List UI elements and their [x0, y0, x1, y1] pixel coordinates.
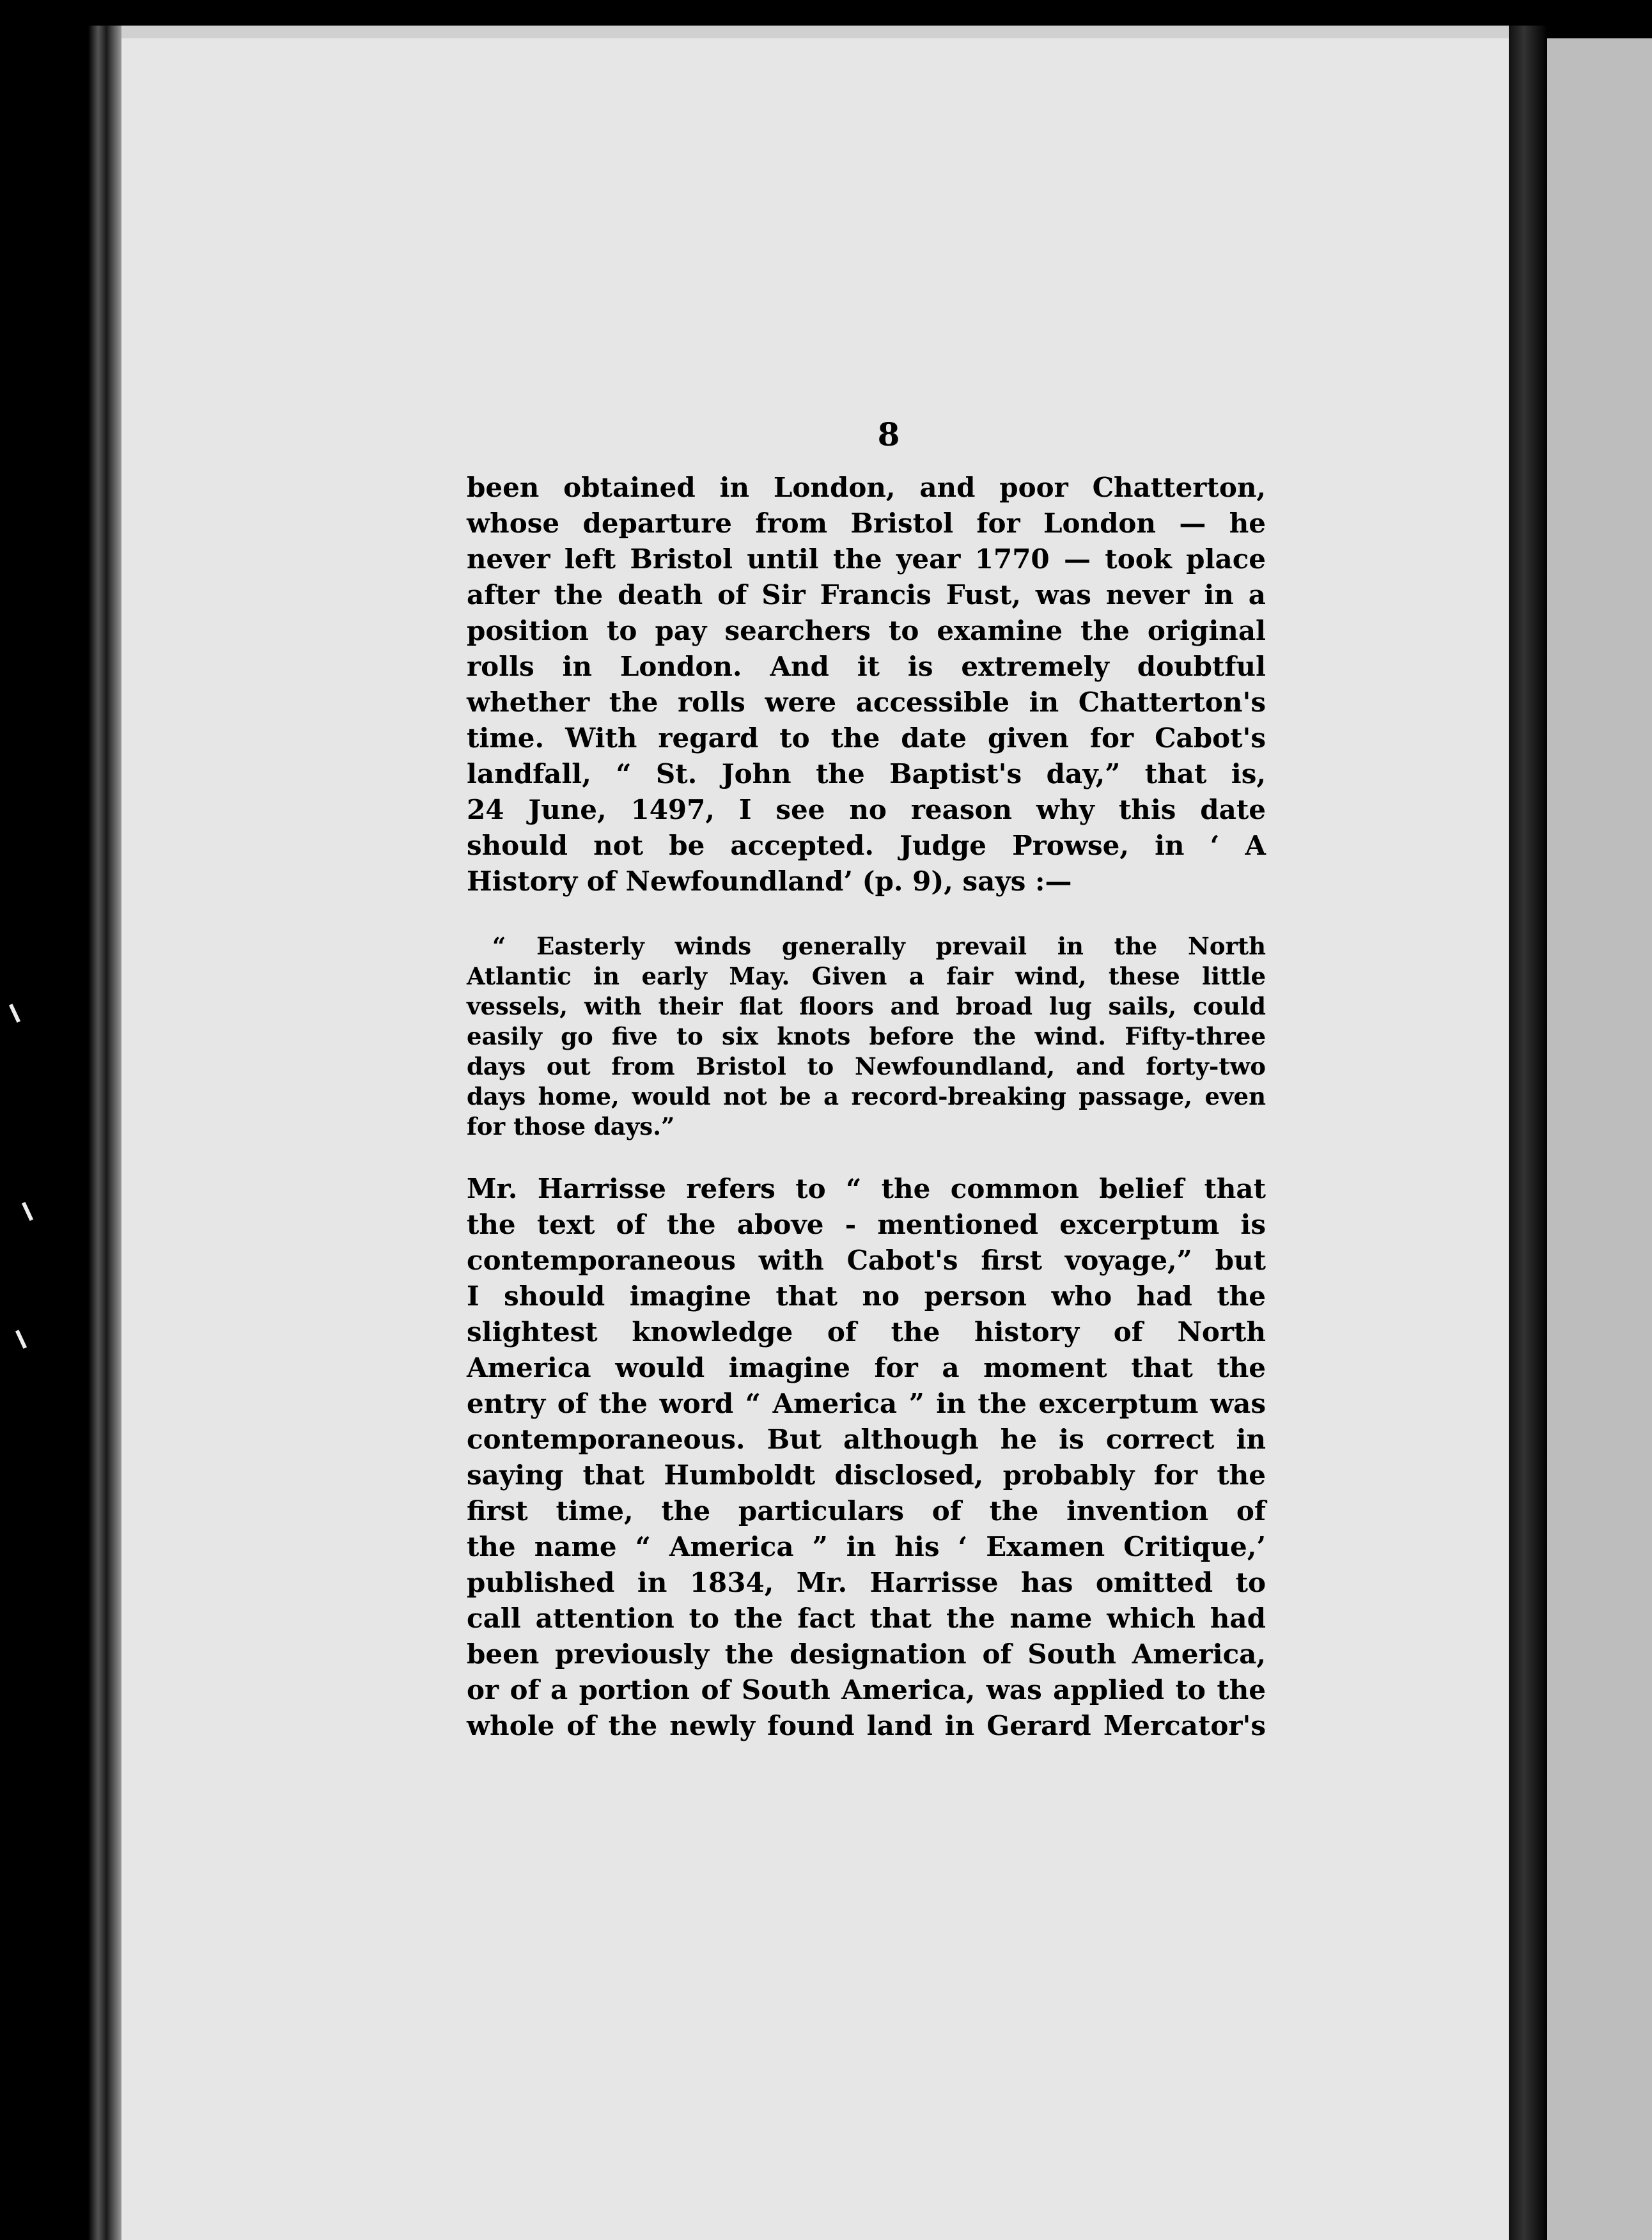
- text-line: slightest knowledge of the history of North: [467, 1316, 1266, 1348]
- text-line: never left Bristol until the year 1770 — took place: [467, 543, 1266, 575]
- text-line: rolls in London. And it is extremely doubtful: [467, 651, 1266, 682]
- scan-artifact: [15, 1330, 27, 1349]
- text-line: been obtained in London, and poor Chatterton,: [467, 472, 1266, 503]
- next-page-edge: [1547, 38, 1652, 2240]
- text-line: 24 June, 1497, I see no reason why this date: [467, 794, 1266, 825]
- text-line: Mr. Harrisse refers to “ the common belief that: [467, 1173, 1266, 1204]
- text-line: after the death of Sir Francis Fust, was never in a: [467, 579, 1266, 611]
- text-line: the name “ America ” in his ‘ Examen Critique,’: [467, 1531, 1266, 1562]
- quote-line: “ Easterly winds generally prevail in the North: [492, 932, 1266, 960]
- quote-line: vessels, with their flat floors and broad lug sails, could: [467, 992, 1266, 1020]
- scan-artifact: [9, 1004, 20, 1023]
- quote-line: for those days.”: [467, 1112, 675, 1140]
- text-line: contemporaneous. But although he is correct in: [467, 1424, 1266, 1455]
- text-line: America would imagine for a moment that the: [467, 1352, 1266, 1383]
- text-line: should not be accepted. Judge Prowse, in ‘ A: [467, 830, 1266, 861]
- scan-artifact: [22, 1202, 33, 1221]
- text-line: landfall, “ St. John the Baptist's day,” that is,: [467, 758, 1266, 789]
- text-line: first time, the particulars of the invention of: [467, 1495, 1266, 1527]
- text-line: the text of the above - mentioned excerptum is: [467, 1209, 1266, 1240]
- quote-line: days out from Bristol to Newfoundland, and forty-two: [467, 1052, 1266, 1080]
- page-left-edge: [88, 26, 121, 2240]
- text-line: History of Newfoundland’ (p. 9), says :—: [467, 866, 1072, 897]
- page-number: 8: [877, 416, 900, 453]
- quote-line: days home, would not be a record-breaking passage, even: [467, 1082, 1266, 1110]
- text-line: contemporaneous with Cabot's first voyage,” but: [467, 1245, 1266, 1276]
- text-line: published in 1834, Mr. Harrisse has omitted to: [467, 1567, 1266, 1598]
- text-line: time. With regard to the date given for Cabot's: [467, 722, 1266, 754]
- text-line: position to pay searchers to examine the original: [467, 615, 1266, 646]
- text-line: whole of the newly found land in Gerard Mercator's: [467, 1710, 1266, 1741]
- paragraph-2: [467, 1171, 1266, 1744]
- text-line: whose departure from Bristol for London — he: [467, 508, 1266, 539]
- body-text: [467, 470, 1266, 1744]
- block-quote: [467, 931, 1266, 1142]
- paragraph-1: [467, 470, 1266, 899]
- text-line: call attention to the fact that the name which had: [467, 1603, 1266, 1634]
- quote-line: Atlantic in early May. Given a fair wind, these little: [467, 962, 1266, 990]
- text-line: been previously the designation of South America,: [467, 1638, 1266, 1670]
- text-line: or of a portion of South America, was applied to the: [467, 1674, 1266, 1706]
- text-line: saying that Humboldt disclosed, probably for the: [467, 1459, 1266, 1491]
- page-gutter: [1509, 26, 1547, 2240]
- text-line: whether the rolls were accessible in Chatterton's: [467, 687, 1266, 718]
- quote-line: easily go five to six knots before the wind. Fifty-three: [467, 1022, 1266, 1050]
- page-top-edge: [121, 26, 1509, 38]
- text-line: entry of the word “ America ” in the excerptum was: [467, 1388, 1266, 1419]
- text-line: I should imagine that no person who had the: [467, 1280, 1266, 1312]
